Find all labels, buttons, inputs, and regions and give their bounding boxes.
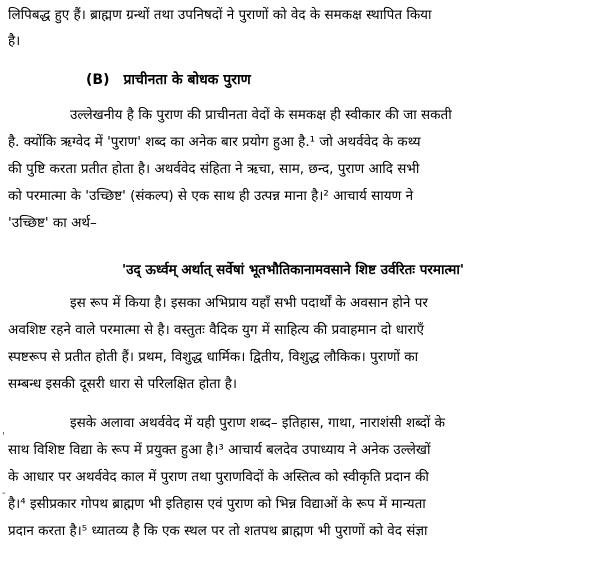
quote-line: 'उद् ऊर्ध्वम् अर्थात् सर्वेषां भूतभौतिकानामवसाने शिष्ट उर्वरितः परमात्मा' [122, 262, 464, 278]
text-line: के आधार पर अथर्ववेद काल में पुराण तथा पुराणविदों के अस्तित्व को स्वीकृति प्रदान की [8, 469, 429, 485]
text-line: है। [8, 33, 21, 49]
text-line: 'उच्छिष्ट' का अर्थ– [8, 215, 97, 231]
text-line: सम्बन्ध इसकी दूसरी धारा से परिलक्षित होता है। [8, 376, 238, 392]
text-line: उल्लेखनीय है कि पुराण की प्राचीनता वेदों के समकक्ष ही स्वीकार की जा सकती [70, 107, 452, 123]
text-line: अवशिष्ट रहने वाले परमात्मा से है। वस्तुतः वैदिक युग में साहित्य की प्रवाहमान दो धाराएँ [8, 322, 425, 338]
text-line: है।⁴ इसीप्रकार गोपथ ब्राह्मण भी इतिहास एवं पुराण को भिन्न विद्याओं के रूप में मान्यता [8, 496, 426, 512]
section-heading [86, 70, 251, 89]
margin-mark: - [2, 488, 6, 499]
margin-mark: ' [2, 431, 5, 442]
section-title: प्राचीनता के बोधक पुराण [123, 72, 251, 88]
text-line: प्रदान करता है।⁵ ध्यातव्य है कि एक स्थल पर तो शतपथ ब्राह्मण भी पुराणों को वेद संज्ञा [8, 523, 428, 539]
section-label: (B) [86, 72, 110, 88]
text-line: स्पष्टरूप से प्रतीत होती हैं। प्रथम, विशुद्ध धार्मिक। द्वितीय, विशुद्ध लौकिक। पुराणों का [8, 349, 419, 365]
text-line: की पुष्टि करता प्रतीत होता है। अथर्ववेद संहिता ने ऋचा, साम, छन्द, पुराण आदि सभी [8, 161, 420, 177]
text-line: को परमात्मा के 'उच्छिष्ट' (संकल्प) से एक साथ ही उत्पन्न माना है।² आचार्य सायण ने [8, 188, 414, 204]
text-line: है. क्योंकि ऋग्वेद में 'पुराण' शब्द का अनेक बार प्रयोग हुआ है.¹ जो अथर्ववेद के कथ्य [8, 134, 421, 150]
text-line: इसके अलावा अथर्ववेद में यही पुराण शब्द– इतिहास, गाथा, नाराशंसी शब्दों के [70, 415, 445, 431]
text-line: लिपिबद्ध हुए हैं। ब्राह्मण ग्रन्थों तथा उपनिषदों ने पुराणों को वेद के समकक्ष स्थापित किया [8, 7, 432, 23]
text-line: इस रूप में किया है। इसका अभिप्राय यहाँ सभी पदार्थों के अवसान होने पर [70, 295, 428, 311]
text-line: साथ विशिष्ट विद्या के रूप में प्रयुक्त हुआ है।³ आचार्य बलदेव उपाध्याय ने अनेक उल्लेखों [8, 442, 431, 458]
